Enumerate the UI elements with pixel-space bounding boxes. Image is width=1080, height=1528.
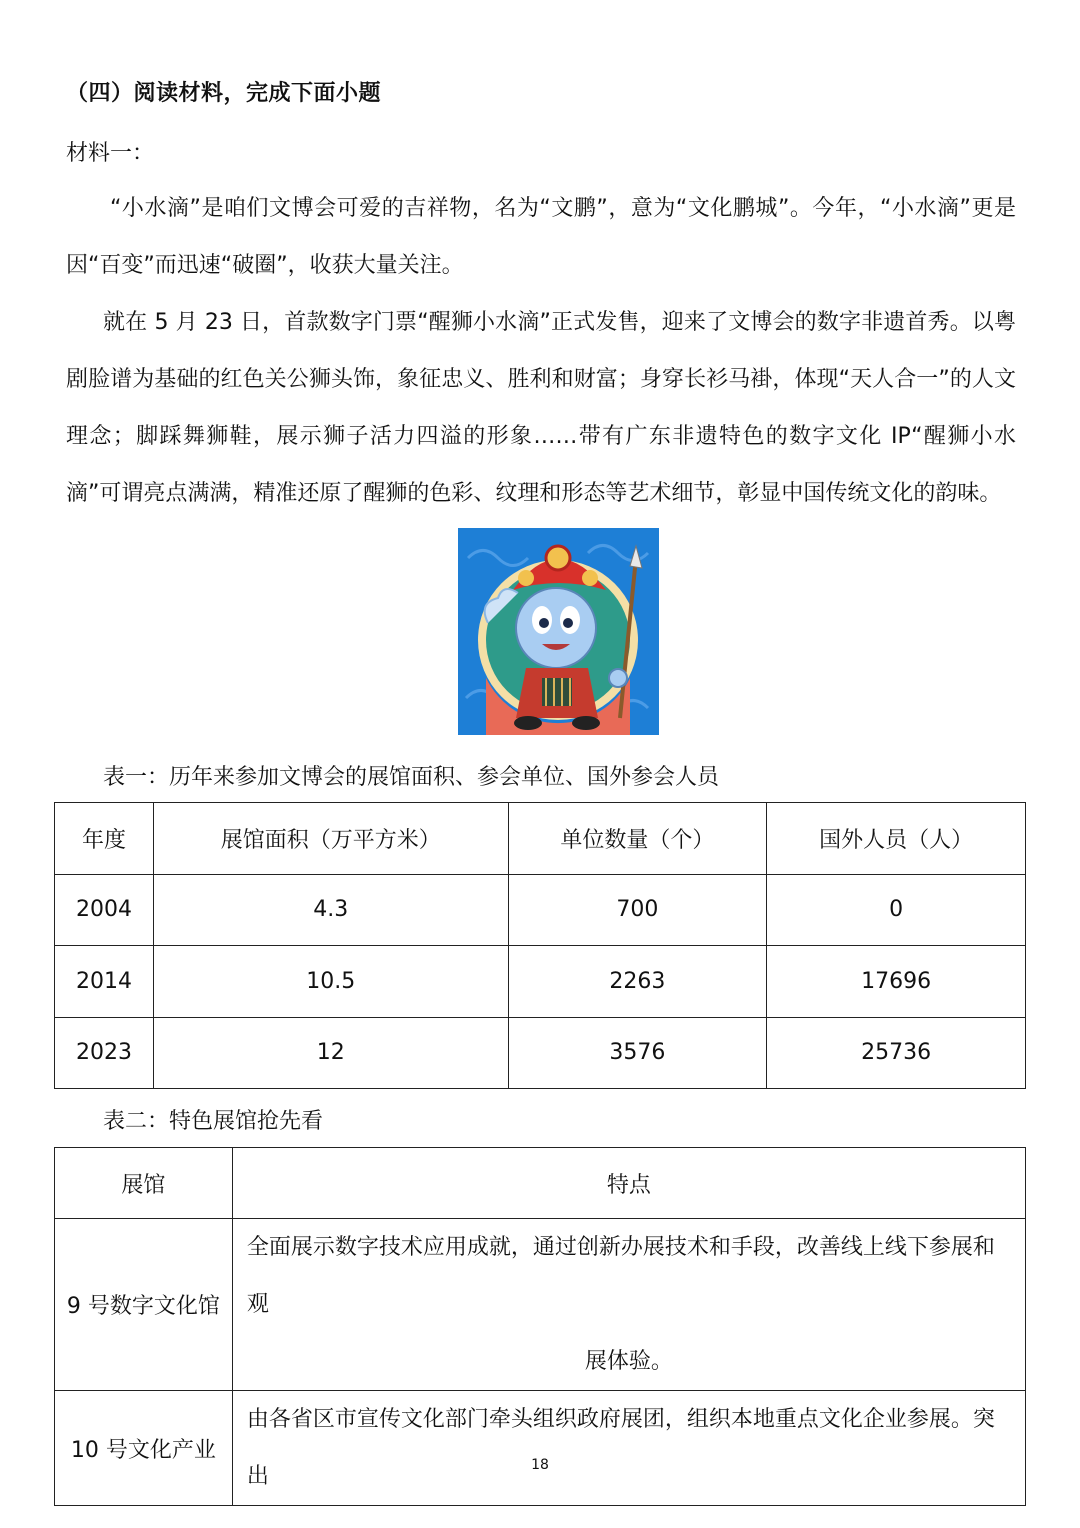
exhibition-stats-table — [54, 802, 1026, 1089]
header-cell: 国外人员（人） — [767, 803, 1026, 875]
table-row — [55, 1219, 1026, 1391]
table-cell: 3576 — [508, 1017, 767, 1089]
hall-name-cell: 10 号文化产业 — [55, 1391, 233, 1506]
header-cell: 展馆面积（万平方米） — [153, 803, 508, 875]
table-cell: 4.3 — [153, 874, 508, 946]
featured-halls-table — [54, 1147, 1026, 1506]
table-row — [55, 1017, 1026, 1089]
table-header-row — [55, 803, 1026, 875]
header-cell: 年度 — [55, 803, 154, 875]
table-row — [55, 874, 1026, 946]
paragraph-digital-ticket: 就在 5 月 23 日，首款数字门票“醒狮小水滴”正式发售，迎来了文博会的数字非遗首秀。以粤剧脸谱为基础的红色关公狮头饰，象征忠义、胜利和财富；身穿长衫马褂，体现“天人合一”的人文理念；脚踩舞狮鞋，展示狮子活力四溢的形象……带有广东非遗特色的数字文化 IP“醒狮小水滴”可谓亮点满满，精准还原了醒狮的色彩、纹理和形态等艺术细节，彰显中国传统文化的韵味。 — [66, 310, 1016, 506]
material-label: 材料一： — [66, 141, 155, 166]
table-cell: 12 — [153, 1017, 508, 1089]
hall-feature-cell — [232, 1219, 1025, 1391]
hall-feature-cell — [232, 1391, 1025, 1506]
feature-line: 全面展示数字技术应用成就，通过创新办展技术和手段，改善线上线下参展和观 — [246, 1235, 995, 1317]
header-cell: 特点 — [232, 1148, 1025, 1219]
feature-line: 展体验。 — [584, 1349, 673, 1374]
table1-caption: 表一：历年来参加文博会的展馆面积、参会单位、国外参会人员 — [103, 765, 720, 790]
table-header-row — [55, 1148, 1026, 1219]
feature-line: 由各省区市宣传文化部门牵头组织政府展团，组织本地重点文化企业参展。突出 — [246, 1407, 995, 1489]
lion-mascot-image — [458, 528, 659, 735]
table-cell: 2023 — [55, 1017, 154, 1089]
page-number: 18 — [531, 1457, 549, 1473]
hall-name-cell: 9 号数字文化馆 — [55, 1219, 233, 1391]
section-heading: （四）阅读材料，完成下面小题 — [66, 81, 382, 106]
header-cell: 单位数量（个） — [508, 803, 767, 875]
table-cell: 700 — [508, 874, 767, 946]
table-row — [55, 1391, 1026, 1506]
table-cell: 2014 — [55, 946, 154, 1018]
table-cell: 25736 — [767, 1017, 1026, 1089]
paragraph-mascot-intro: “小水滴”是咱们文博会可爱的吉祥物，名为“文鹏”，意为“文化鹏城”。今年，“小水滴”更是因“百变”而迅速“破圈”，收获大量关注。 — [66, 196, 1016, 278]
table2-caption: 表二：特色展馆抢先看 — [103, 1109, 324, 1134]
table-cell: 17696 — [767, 946, 1026, 1018]
header-cell: 展馆 — [55, 1148, 233, 1219]
table-row — [55, 946, 1026, 1018]
table-cell: 2263 — [508, 946, 767, 1018]
table-cell: 2004 — [55, 874, 154, 946]
table-cell: 10.5 — [153, 946, 508, 1018]
table-cell: 0 — [767, 874, 1026, 946]
